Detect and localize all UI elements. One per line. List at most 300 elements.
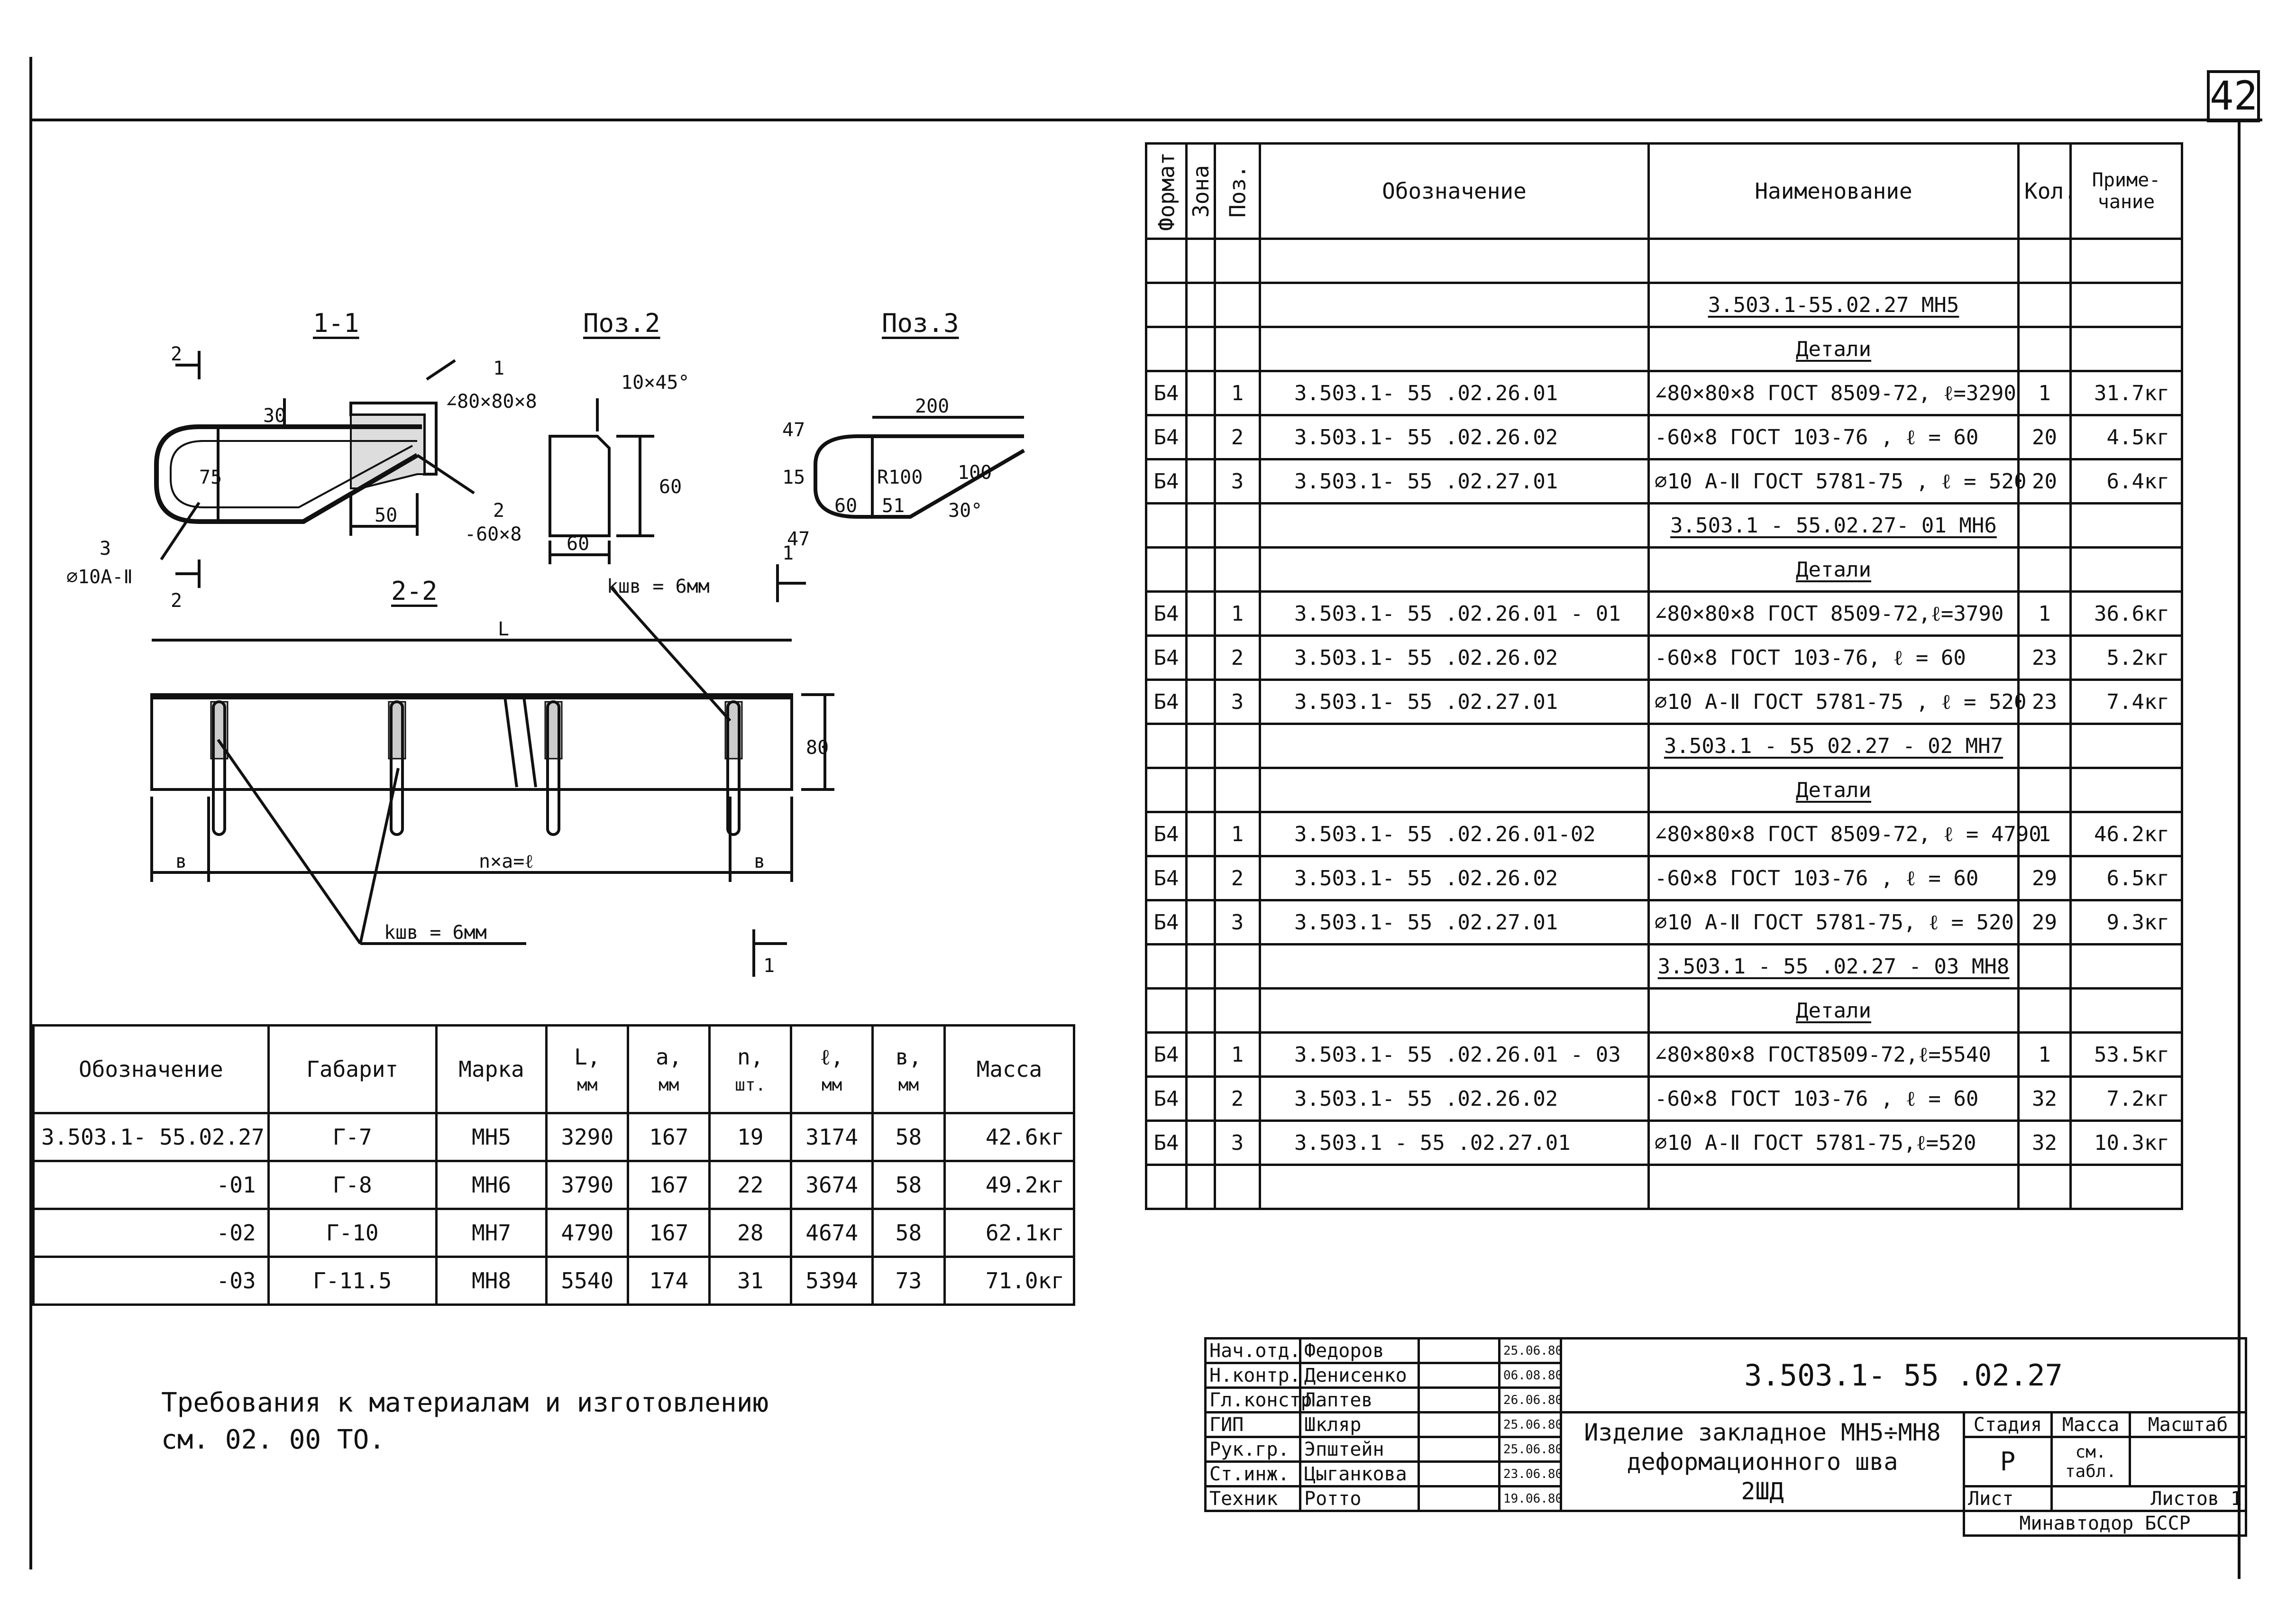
spec-note: 10.3кг <box>2071 1121 2182 1165</box>
callout-2: 2 <box>493 500 505 522</box>
spec-zone <box>1187 812 1215 856</box>
stamp-name: Денисенко <box>1300 1363 1419 1388</box>
spec-note: 6.4кг <box>2071 459 2182 504</box>
marks-table <box>32 1024 1075 1306</box>
spec-note <box>2071 239 2182 283</box>
spec-designation <box>1260 724 1649 768</box>
spec-designation: 3.503.1 - 55 .02.27.01 <box>1260 1121 1649 1165</box>
spec-pos: 1 <box>1215 812 1260 856</box>
spec-note <box>2071 283 2182 327</box>
spec-qty <box>2019 283 2071 327</box>
stamp-name: Эпштейн <box>1300 1437 1419 1462</box>
spec-qty: 1 <box>2019 371 2071 415</box>
spec-row <box>1146 1165 2182 1209</box>
spec-row <box>1146 768 2182 812</box>
spec-zone <box>1187 945 1215 989</box>
spec-qty <box>2019 724 2071 768</box>
spec-pos: 3 <box>1215 680 1260 724</box>
spec-zone <box>1187 1165 1215 1209</box>
materials-note-line1: Требования к материалам и изготовлению <box>161 1387 769 1418</box>
title-block <box>1204 1337 2247 1537</box>
spec-qty: 23 <box>2019 636 2071 680</box>
spec-qty <box>2019 989 2071 1033</box>
section-mark-1-bottom: 1 <box>763 955 775 977</box>
spec-note <box>2071 945 2182 989</box>
spec-pos: 3 <box>1215 1121 1260 1165</box>
stamp-title-line1: Изделие закладное МН5÷МН8 <box>1584 1418 1941 1446</box>
spec-note: 6.5кг <box>2071 856 2182 900</box>
spec-name: 3.503.1 - 55 .02.27 - 03 МН8 <box>1649 945 2019 989</box>
spec-name: ∠80×80×8 ГОСТ8509-72,ℓ=5540 <box>1649 1033 2019 1077</box>
marks-header-gabarit: Габарит <box>268 1026 436 1113</box>
stamp-signature <box>1419 1413 1500 1437</box>
spec-qty: 29 <box>2019 856 2071 900</box>
stamp-row-3 <box>1206 1413 2246 1437</box>
dim-80: 80 <box>806 737 829 759</box>
spec-row <box>1146 548 2182 592</box>
spec-zone <box>1187 724 1215 768</box>
marks-l: 5394 <box>791 1257 873 1305</box>
dim-r100: R100 <box>877 467 923 488</box>
spec-header-note: Приме-чание <box>2071 144 2182 239</box>
spec-row <box>1146 283 2182 327</box>
marks-unit-a: мм <box>659 1075 679 1095</box>
marks-b: 58 <box>873 1113 945 1161</box>
marks-unit-L: мм <box>577 1075 598 1095</box>
spec-name: ⌀10 А-Ⅱ ГОСТ 5781-75,ℓ=520 <box>1649 1121 2019 1165</box>
marks-marka: МН7 <box>436 1209 547 1257</box>
spec-qty: 1 <box>2019 812 2071 856</box>
marks-marka: МН6 <box>436 1161 547 1209</box>
spec-zone <box>1187 459 1215 504</box>
spec-pos <box>1215 548 1260 592</box>
spec-note: 7.2кг <box>2071 1077 2182 1121</box>
stamp-signature <box>1419 1363 1500 1388</box>
spec-pos <box>1215 504 1260 548</box>
marks-n: 19 <box>710 1113 791 1161</box>
spec-note <box>2071 724 2182 768</box>
spec-qty: 32 <box>2019 1121 2071 1165</box>
spec-designation: 3.503.1- 55 .02.26.01 - 03 <box>1260 1033 1649 1077</box>
spec-row <box>1146 680 2182 724</box>
spec-format: Б4 <box>1146 636 1187 680</box>
marks-gabarit: Г-11.5 <box>268 1257 436 1305</box>
marks-l: 3174 <box>791 1113 873 1161</box>
marks-header-l-label: ℓ, <box>820 1044 844 1070</box>
stamp-sheet-header: Лист <box>1964 1486 2052 1511</box>
marks-b: 58 <box>873 1209 945 1257</box>
spec-name: Детали <box>1649 548 2019 592</box>
stamp-date: 25.06.80 <box>1500 1437 1561 1462</box>
spec-note <box>2071 327 2182 371</box>
spec-header-row <box>1146 144 2182 239</box>
spec-note: 53.5кг <box>2071 1033 2182 1077</box>
marks-n: 22 <box>710 1161 791 1209</box>
spec-format: Б4 <box>1146 856 1187 900</box>
view-1-1-label: 1-1 <box>313 308 359 338</box>
marks-a: 167 <box>628 1161 710 1209</box>
stamp-date: 23.06.80 <box>1500 1462 1561 1486</box>
stamp-scale <box>2130 1437 2246 1486</box>
spec-qty: 20 <box>2019 459 2071 504</box>
spec-row <box>1146 592 2182 636</box>
callout-1: 1 <box>493 358 505 379</box>
spec-name: ⌀10 А-Ⅱ ГОСТ 5781-75 , ℓ = 520 <box>1649 459 2019 504</box>
spec-name: ∠80×80×8 ГОСТ 8509-72, ℓ = 4790 <box>1649 812 2019 856</box>
marks-header-L-label: L, <box>574 1044 601 1070</box>
spec-format <box>1146 945 1187 989</box>
spec-zone <box>1187 1121 1215 1165</box>
stamp-role: Нач.отд. <box>1206 1339 1300 1363</box>
stamp-signature <box>1419 1388 1500 1413</box>
dim-30-deg: 30° <box>948 500 983 522</box>
spec-format: Б4 <box>1146 1121 1187 1165</box>
stamp-role: Ст.инж. <box>1206 1462 1300 1486</box>
dim-b-left: в <box>175 851 187 872</box>
marks-marka: МН8 <box>436 1257 547 1305</box>
spec-pos <box>1215 239 1260 283</box>
spec-qty: 20 <box>2019 415 2071 459</box>
marks-header-a <box>628 1026 710 1113</box>
spec-header-designation: Обозначение <box>1260 144 1649 239</box>
pos2-plate <box>550 436 609 536</box>
spec-zone <box>1187 636 1215 680</box>
dim-60-c: 60 <box>834 495 858 517</box>
spec-name: Детали <box>1649 768 2019 812</box>
spec-row <box>1146 1077 2182 1121</box>
spec-row <box>1146 900 2182 945</box>
spec-pos <box>1215 724 1260 768</box>
spec-name: -60×8 ГОСТ 103-76, ℓ = 60 <box>1649 636 2019 680</box>
marks-row <box>34 1113 1074 1161</box>
plate-label: -60×8 <box>465 523 522 545</box>
spec-zone <box>1187 680 1215 724</box>
stamp-date: 25.06.80 <box>1500 1413 1561 1437</box>
marks-header-b-label: в, <box>895 1044 922 1070</box>
dim-n-a-l: n×a=ℓ <box>479 851 534 872</box>
spec-pos <box>1215 945 1260 989</box>
marks-a: 167 <box>628 1113 710 1161</box>
marks-designation: -01 <box>34 1161 269 1209</box>
marks-n: 28 <box>710 1209 791 1257</box>
sheet-number: 42 <box>2207 70 2260 122</box>
spec-note <box>2071 1165 2182 1209</box>
callout-3: 3 <box>100 538 111 560</box>
marks-n: 31 <box>710 1257 791 1305</box>
spec-note <box>2071 504 2182 548</box>
spec-note: 7.4кг <box>2071 680 2182 724</box>
dim-75: 75 <box>199 467 222 488</box>
stamp-name: Шкляр <box>1300 1413 1419 1437</box>
stamp-mass-header: Масса <box>2052 1413 2130 1437</box>
stamp-role: ГИП <box>1206 1413 1300 1437</box>
spec-header-format: Формат <box>1146 144 1187 239</box>
spec-format: Б4 <box>1146 1033 1187 1077</box>
stamp-stage-header: Стадия <box>1964 1413 2052 1437</box>
marks-b: 73 <box>873 1257 945 1305</box>
marks-header-designation: Обозначение <box>34 1026 269 1113</box>
marks-b: 58 <box>873 1161 945 1209</box>
spec-row <box>1146 856 2182 900</box>
spec-name <box>1649 239 2019 283</box>
spec-zone <box>1187 768 1215 812</box>
spec-format: Б4 <box>1146 812 1187 856</box>
spec-name: Детали <box>1649 327 2019 371</box>
spec-row <box>1146 371 2182 415</box>
spec-pos: 1 <box>1215 592 1260 636</box>
spec-pos <box>1215 989 1260 1033</box>
marks-header-mass: Масса <box>944 1026 1074 1113</box>
spec-designation: 3.503.1- 55 .02.26.02 <box>1260 415 1649 459</box>
spec-qty <box>2019 548 2071 592</box>
title-block-body <box>1206 1339 2246 1536</box>
spec-note: 9.3кг <box>2071 900 2182 945</box>
spec-designation: 3.503.1- 55 .02.26.01 - 01 <box>1260 592 1649 636</box>
dim-30: 30 <box>263 405 286 427</box>
spec-format <box>1146 239 1187 283</box>
stamp-role: Гл.констр. <box>1206 1388 1300 1413</box>
marks-gabarit: Г-7 <box>268 1113 436 1161</box>
rebar-label: ⌀10А-Ⅱ <box>66 566 133 588</box>
spec-qty: 29 <box>2019 900 2071 945</box>
dim-15: 15 <box>782 467 805 488</box>
marks-header-l <box>791 1026 873 1113</box>
marks-L: 3790 <box>547 1161 628 1209</box>
stamp-title-line3: 2ШД <box>1741 1477 1784 1505</box>
spec-note: 31.7кг <box>2071 371 2182 415</box>
marks-row <box>34 1209 1074 1257</box>
stamp-date: 25.06.80 <box>1500 1339 1561 1363</box>
spec-zone <box>1187 900 1215 945</box>
spec-header-zone: Зона <box>1187 144 1215 239</box>
spec-pos <box>1215 768 1260 812</box>
spec-qty: 1 <box>2019 1033 2071 1077</box>
spec-note <box>2071 768 2182 812</box>
weld-top-label: kшв = 6мм <box>607 576 710 597</box>
spec-note: 36.6кг <box>2071 592 2182 636</box>
spec-designation <box>1260 1165 1649 1209</box>
materials-note-line2: см. 02. 00 ТО. <box>161 1424 385 1455</box>
spec-pos: 3 <box>1215 459 1260 504</box>
spec-name: ∠80×80×8 ГОСТ 8509-72, ℓ=3290 <box>1649 371 2019 415</box>
spec-name: -60×8 ГОСТ 103-76 , ℓ = 60 <box>1649 856 2019 900</box>
spec-row <box>1146 1121 2182 1165</box>
spec-pos: 1 <box>1215 371 1260 415</box>
spec-qty <box>2019 945 2071 989</box>
spec-zone <box>1187 327 1215 371</box>
spec-zone <box>1187 592 1215 636</box>
spec-row <box>1146 239 2182 283</box>
stamp-signature <box>1419 1462 1500 1486</box>
spec-format: Б4 <box>1146 371 1187 415</box>
spec-name: ∠80×80×8 ГОСТ 8509-72,ℓ=3790 <box>1649 592 2019 636</box>
spec-pos: 2 <box>1215 636 1260 680</box>
spec-pos: 3 <box>1215 900 1260 945</box>
spec-designation <box>1260 327 1649 371</box>
stamp-row-0 <box>1206 1339 2246 1363</box>
stamp-date: 19.06.80 <box>1500 1486 1561 1511</box>
section-mark-2-bottom: 2 <box>171 590 183 612</box>
stamp-signature <box>1419 1339 1500 1363</box>
spec-designation <box>1260 504 1649 548</box>
marks-row <box>34 1161 1074 1209</box>
spec-format: Б4 <box>1146 680 1187 724</box>
spec-pos <box>1215 327 1260 371</box>
spec-pos <box>1215 1165 1260 1209</box>
view-pos2-label: Поз.2 <box>583 308 660 338</box>
spec-note <box>2071 548 2182 592</box>
spec-zone <box>1187 371 1215 415</box>
marks-l: 4674 <box>791 1209 873 1257</box>
stamp-role: Н.контр. <box>1206 1363 1300 1388</box>
stamp-name: Федоров <box>1300 1339 1419 1363</box>
spec-note: 5.2кг <box>2071 636 2182 680</box>
stamp-signature <box>1419 1437 1500 1462</box>
spec-row <box>1146 945 2182 989</box>
stamp-date: 26.06.80 <box>1500 1388 1561 1413</box>
marks-gabarit: Г-10 <box>268 1209 436 1257</box>
stamp-mass: см. табл. <box>2052 1437 2130 1486</box>
spec-name: ⌀10 А-Ⅱ ГОСТ 5781-75 , ℓ = 520 <box>1649 680 2019 724</box>
spec-qty <box>2019 1165 2071 1209</box>
spec-note: 4.5кг <box>2071 415 2182 459</box>
spec-format: Б4 <box>1146 592 1187 636</box>
spec-zone <box>1187 283 1215 327</box>
stamp-name: Лаптев <box>1300 1388 1419 1413</box>
stamp-title-line2: деформационного шва <box>1627 1448 1898 1476</box>
spec-designation <box>1260 768 1649 812</box>
marks-designation: 3.503.1- 55.02.27 <box>34 1113 269 1161</box>
spec-format <box>1146 548 1187 592</box>
spec-qty: 32 <box>2019 1077 2071 1121</box>
spec-name <box>1649 1165 2019 1209</box>
marks-marka: МН5 <box>436 1113 547 1161</box>
spec-zone <box>1187 504 1215 548</box>
embedded-plate-view <box>152 695 792 789</box>
section-mark-2-top: 2 <box>171 343 183 365</box>
marks-a: 174 <box>628 1257 710 1305</box>
marks-mass: 49.2кг <box>944 1161 1074 1209</box>
stamp-organization: Минавтодор БССР <box>1964 1511 2246 1536</box>
stamp-signature <box>1419 1486 1500 1511</box>
stamp-stage: Р <box>1964 1437 2052 1486</box>
spec-body <box>1146 239 2182 1209</box>
spec-header-name: Наименование <box>1649 144 2019 239</box>
spec-designation: 3.503.1- 55 .02.26.02 <box>1260 856 1649 900</box>
spec-row <box>1146 724 2182 768</box>
spec-name: Детали <box>1649 989 2019 1033</box>
stamp-org-row <box>1206 1511 2246 1536</box>
dim-200: 200 <box>915 395 950 417</box>
spec-row <box>1146 1033 2182 1077</box>
dim-50: 50 <box>375 505 398 526</box>
stamp-name: Ротто <box>1300 1486 1419 1511</box>
spec-format <box>1146 989 1187 1033</box>
marks-header-marka: Марка <box>436 1026 547 1113</box>
spec-pos: 2 <box>1215 856 1260 900</box>
spec-qty <box>2019 504 2071 548</box>
spec-name: 3.503.1 - 55.02.27- 01 МН6 <box>1649 504 2019 548</box>
spec-pos: 2 <box>1215 1077 1260 1121</box>
angle-label: ∠80×80×8 <box>446 391 537 413</box>
spec-row <box>1146 327 2182 371</box>
spec-designation <box>1260 239 1649 283</box>
dim-60-b: 60 <box>567 533 590 555</box>
marks-unit-b: мм <box>898 1075 919 1095</box>
stamp-code: 3.503.1- 55 .02.27 <box>1561 1339 2246 1413</box>
spec-zone <box>1187 548 1215 592</box>
marks-row <box>34 1257 1074 1305</box>
spec-name: ⌀10 А-Ⅱ ГОСТ 5781-75, ℓ = 520 <box>1649 900 2019 945</box>
marks-body <box>34 1113 1074 1305</box>
spec-zone <box>1187 989 1215 1033</box>
weld-bottom-label: kшв = 6мм <box>384 922 487 944</box>
stamp-date: 06.08.80 <box>1500 1363 1561 1388</box>
stamp-name: Цыганкова <box>1300 1462 1419 1486</box>
dim-100: 100 <box>958 462 992 484</box>
spec-format <box>1146 724 1187 768</box>
marks-a: 167 <box>628 1209 710 1257</box>
spec-designation <box>1260 945 1649 989</box>
section-mark-1-top: 1 <box>782 542 794 564</box>
marks-mass: 71.0кг <box>944 1257 1074 1305</box>
stamp-sheets-header: Листов 1 <box>2052 1486 2246 1511</box>
spec-zone <box>1187 1077 1215 1121</box>
dim-47-b: 47 <box>787 528 810 550</box>
marks-L: 5540 <box>547 1257 628 1305</box>
spec-name: 3.503.1 - 55 02.27 - 02 МН7 <box>1649 724 2019 768</box>
spec-row <box>1146 504 2182 548</box>
materials-note <box>161 1385 768 1459</box>
spec-row <box>1146 636 2182 680</box>
spec-format: Б4 <box>1146 1077 1187 1121</box>
spec-header-qty: Кол. <box>2019 144 2071 239</box>
spec-designation: 3.503.1- 55 .02.27.01 <box>1260 459 1649 504</box>
marks-l: 3674 <box>791 1161 873 1209</box>
spec-row <box>1146 989 2182 1033</box>
spec-qty: 23 <box>2019 680 2071 724</box>
marks-unit-l: мм <box>821 1075 842 1095</box>
marks-header-b <box>873 1026 945 1113</box>
spec-pos <box>1215 283 1260 327</box>
marks-mass: 42.6кг <box>944 1113 1074 1161</box>
marks-header-row <box>34 1026 1074 1113</box>
dim-51: 51 <box>882 495 905 517</box>
marks-header-n <box>710 1026 791 1113</box>
stamp-scale-header: Масштаб <box>2130 1413 2246 1437</box>
spec-format: Б4 <box>1146 415 1187 459</box>
spec-note: 46.2кг <box>2071 812 2182 856</box>
spec-qty <box>2019 768 2071 812</box>
marks-header-L <box>547 1026 628 1113</box>
spec-format <box>1146 1165 1187 1209</box>
spec-zone <box>1187 239 1215 283</box>
spec-pos: 2 <box>1215 415 1260 459</box>
spec-name: -60×8 ГОСТ 103-76 , ℓ = 60 <box>1649 415 2019 459</box>
stamp-title <box>1561 1413 1964 1511</box>
spec-name: 3.503.1-55.02.27 МН5 <box>1649 283 2019 327</box>
spec-format: Б4 <box>1146 900 1187 945</box>
spec-header-pos: Поз. <box>1215 144 1260 239</box>
view-pos3-label: Поз.3 <box>882 308 959 338</box>
spec-designation: 3.503.1- 55 .02.26.01-02 <box>1260 812 1649 856</box>
marks-designation: -02 <box>34 1209 269 1257</box>
spec-format <box>1146 504 1187 548</box>
spec-designation: 3.503.1- 55 .02.26.02 <box>1260 1077 1649 1121</box>
spec-designation: 3.503.1- 55 .02.26.02 <box>1260 636 1649 680</box>
spec-zone <box>1187 1033 1215 1077</box>
spec-format <box>1146 768 1187 812</box>
